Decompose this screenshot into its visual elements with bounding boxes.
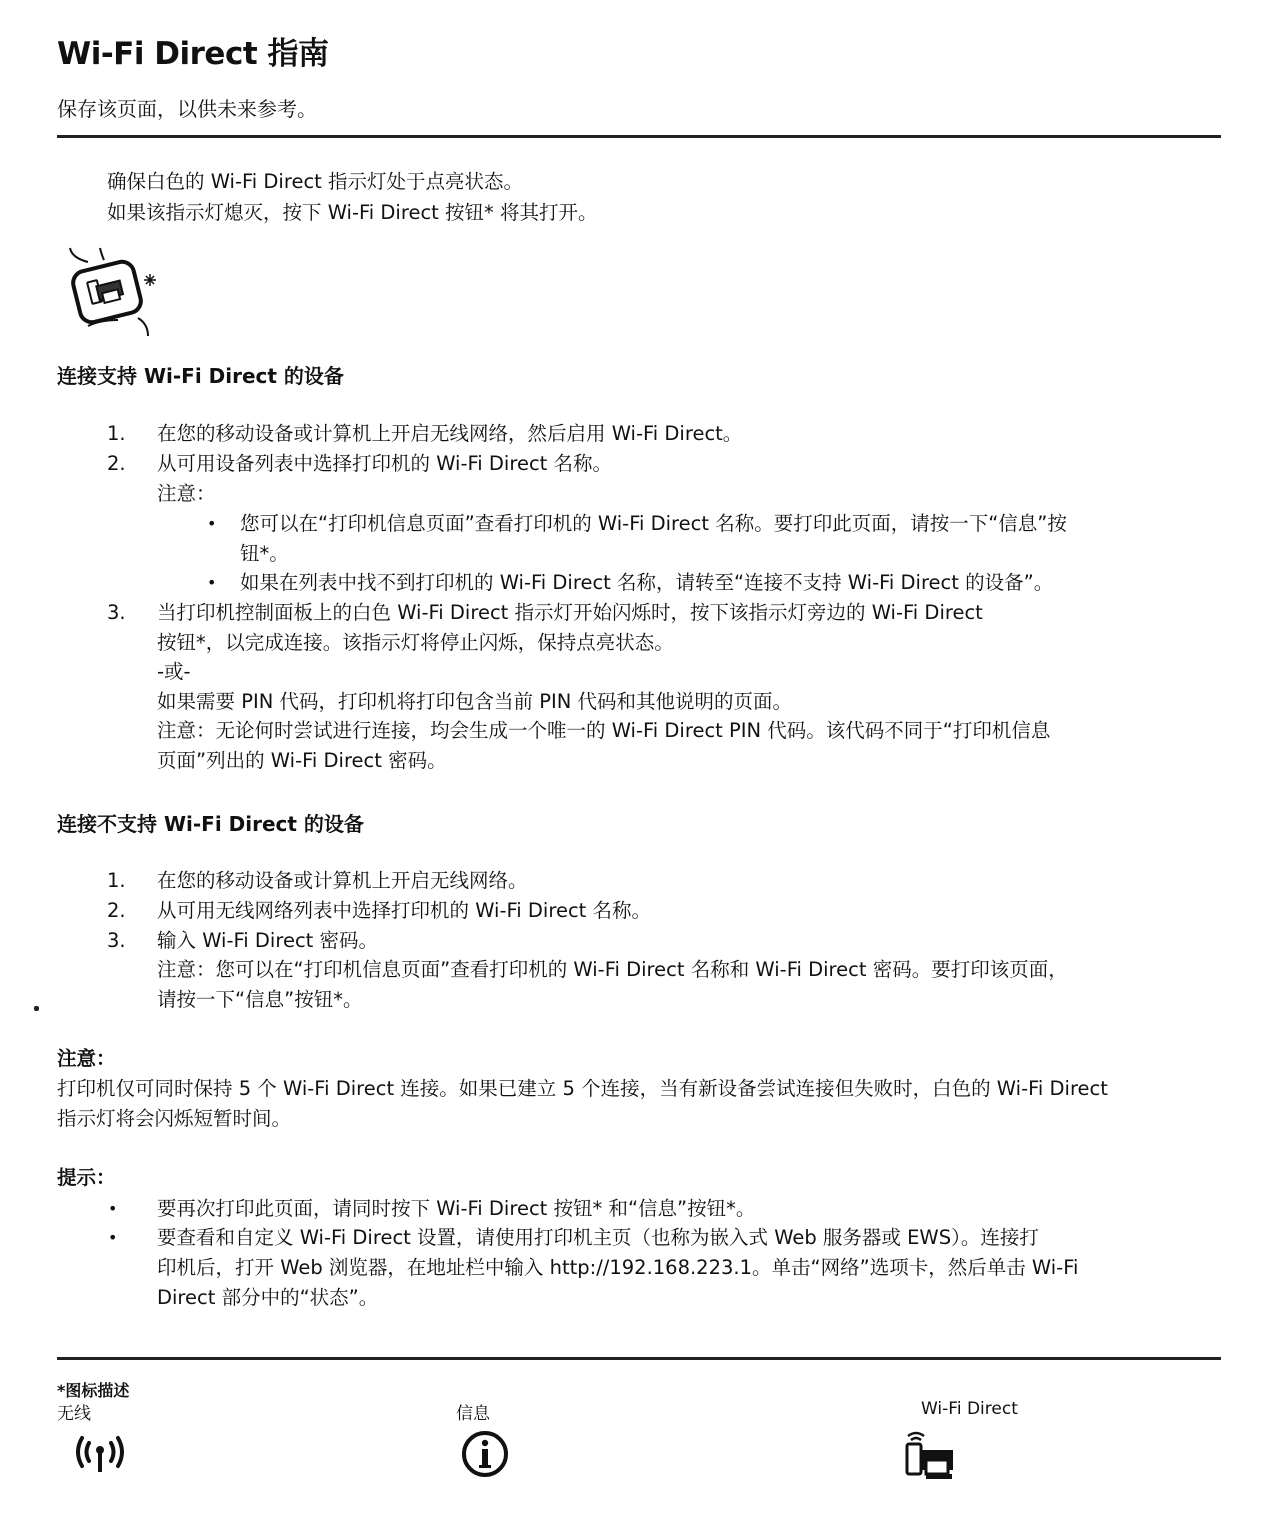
step-text: 按钮*，以完成连接。该指示灯将停止闪烁，保持点亮状态。: [157, 631, 674, 654]
notice-text: 打印机仅可同时保持 5 个 Wi-Fi Direct 连接。如果已建立 5 个连接，当有新设备尝试连接但失败时，白色的 Wi-Fi Direct: [57, 1077, 1108, 1100]
tips-label: 提示：: [57, 1166, 116, 1189]
intro-line-2: 如果该指示灯熄灭，按下 Wi-Fi Direct 按钮* 将其打开。: [107, 201, 598, 224]
step-note: 请按一下“信息”按钮*。: [157, 988, 363, 1011]
step-note: 注意：您可以在“打印机信息页面”查看打印机的 Wi-Fi Direct 名称和 Wi-Fi Direct 密码。要打印该页面，: [157, 958, 1068, 981]
step-number: 2.: [107, 899, 126, 922]
light-blink-icon: [144, 274, 156, 286]
page-title: Wi-Fi Direct 指南: [57, 36, 329, 72]
step-text: 当打印机控制面板上的白色 Wi-Fi Direct 指示灯开始闪烁时，按下该指示灯旁边的 Wi-Fi Direct: [157, 601, 983, 624]
note-bullet-text: 您可以在“打印机信息页面”查看打印机的 Wi-Fi Direct 名称。要打印此页面，请按一下“信息”按: [240, 512, 1067, 535]
tip-text: 要查看和自定义 Wi-Fi Direct 设置，请使用打印机主页（也称为嵌入式 Web 服务器或 EWS）。连接打: [157, 1226, 1039, 1249]
control-panel-illustration: [60, 244, 160, 339]
note-bullet-text: 钮*。: [240, 542, 289, 565]
pin-text: 如果需要 PIN 代码，打印机将打印包含当前 PIN 代码和其他说明的页面。: [157, 690, 792, 713]
info-icon: [461, 1430, 509, 1478]
step-text: 输入 Wi-Fi Direct 密码。: [157, 929, 379, 952]
step-number: 2.: [107, 452, 126, 475]
notice-label: 注意：: [57, 1047, 116, 1070]
scan-speck: [34, 1006, 39, 1011]
legend-label-wifi-direct: Wi-Fi Direct: [921, 1399, 1018, 1419]
note-bullet-text: 如果在列表中找不到打印机的 Wi-Fi Direct 名称，请转至“连接不支持 Wi-Fi Direct 的设备”。: [240, 571, 1054, 594]
legend-label-info: 信息: [456, 1404, 490, 1424]
step-number: 1.: [107, 869, 126, 892]
step-text: 从可用设备列表中选择打印机的 Wi-Fi Direct 名称。: [157, 452, 613, 475]
wifi-direct-icon: [902, 1430, 958, 1482]
bullet-icon: •: [108, 1228, 118, 1247]
tip-text: Direct 部分中的“状态”。: [157, 1286, 379, 1309]
bullet-icon: •: [108, 1199, 118, 1218]
intro-line-1: 确保白色的 Wi-Fi Direct 指示灯处于点亮状态。: [107, 170, 524, 193]
bottom-divider: [57, 1357, 1221, 1360]
step-number: 3.: [107, 601, 126, 624]
notice-text: 指示灯将会闪烁短暂时间。: [57, 1107, 292, 1130]
top-divider: [57, 135, 1221, 138]
step-text: 在您的移动设备或计算机上开启无线网络。: [157, 869, 528, 892]
tip-text: 要再次打印此页面，请同时按下 Wi-Fi Direct 按钮* 和“信息”按钮*。: [157, 1197, 756, 1220]
page-subtitle: 保存该页面，以供未来参考。: [57, 97, 317, 121]
bullet-icon: •: [207, 573, 217, 592]
bullet-icon: •: [207, 514, 217, 533]
section-heading-unsupported: 连接不支持 Wi-Fi Direct 的设备: [57, 812, 364, 836]
step-number: 1.: [107, 422, 126, 445]
or-separator: -或-: [157, 660, 191, 683]
legend-label-wireless: 无线: [57, 1404, 91, 1424]
pin-note: 注意：无论何时尝试进行连接，均会生成一个唯一的 Wi-Fi Direct PIN 代码。该代码不同于“打印机信息: [157, 719, 1051, 742]
wireless-icon: [72, 1432, 128, 1476]
section-heading-supported: 连接支持 Wi-Fi Direct 的设备: [57, 364, 344, 388]
step-text: 在您的移动设备或计算机上开启无线网络，然后启用 Wi-Fi Direct。: [157, 422, 743, 445]
legend-title: *图标描述: [57, 1381, 130, 1400]
tip-text: 印机后，打开 Web 浏览器，在地址栏中输入 http://192.168.223.1。单击“网络”选项卡，然后单击 Wi-Fi: [157, 1256, 1079, 1279]
step-number: 3.: [107, 929, 126, 952]
step-text: 从可用无线网络列表中选择打印机的 Wi-Fi Direct 名称。: [157, 899, 652, 922]
note-label: 注意：: [157, 482, 216, 505]
pin-note: 页面”列出的 Wi-Fi Direct 密码。: [157, 749, 447, 772]
